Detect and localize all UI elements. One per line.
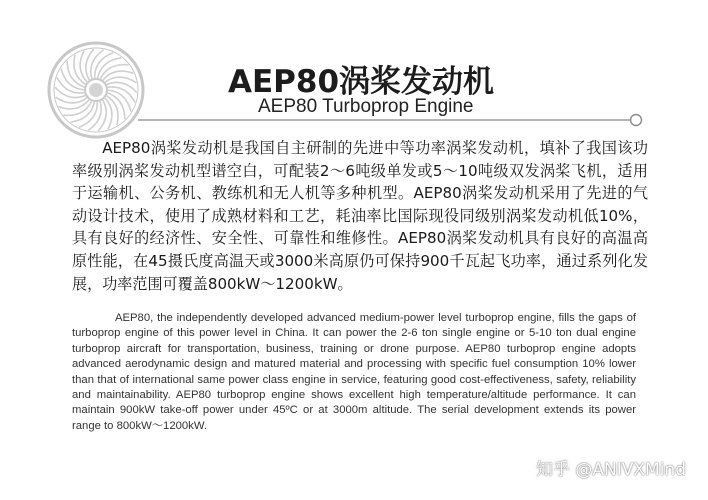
description-paragraph-zh: AEP80涡桨发动机是我国自主研制的先进中等功率涡桨发动机，填补了我国该功率级别涡桨发动机型谱空白，可配装2～6吨级单发或5～10吨级双发涡桨飞机，适用于运输机、公务机、教练机和无人机等多种机型。AEP80涡桨发动机采用了先进的气动设计技术，使用了成熟材料和工艺，耗油率比国际现役同级别涡桨发动机低10%，具有良好的经济性、安全性、可靠性和维修性。AEP80涡桨发动机具有良好的高温高原性能，在45摄氏度高温天或3000米高原仍可保持900千瓦起飞功率，通过系列化发展，功率范围可覆盖800kW～1200kW。: [72, 139, 648, 293]
page-title: AEP80涡桨发动机: [228, 64, 495, 100]
page-subtitle: AEP80 Turboprop Engine: [258, 96, 474, 117]
title-divider: [58, 110, 644, 130]
description-paragraph-en: AEP80, the independently developed advanced medium-power level turboprop engine, fills the gaps of turboprop engine of this power level in China. It can power the 2-6 ton single engine or 5-10 ton dual engine turboprop aircraft for transportation, business, training or drone purpose. AEP80 turboprop engine adopts advanced aerodynamic design and matured material and processing with specific fuel consumption 10% lower than that of international same power class engine in service, featuring good cost-effectiveness, safety, reliability and maintainability. AEP80 turboprop engine shows excellent high temperature/altitude performance. It can maintain 900kW take-off power under 45ºC or at 3000m altitude. The serial development extends its power range to 800kW～1200kW.: [72, 312, 636, 432]
watermark: 知乎 @ANIVXMind: [536, 460, 686, 480]
